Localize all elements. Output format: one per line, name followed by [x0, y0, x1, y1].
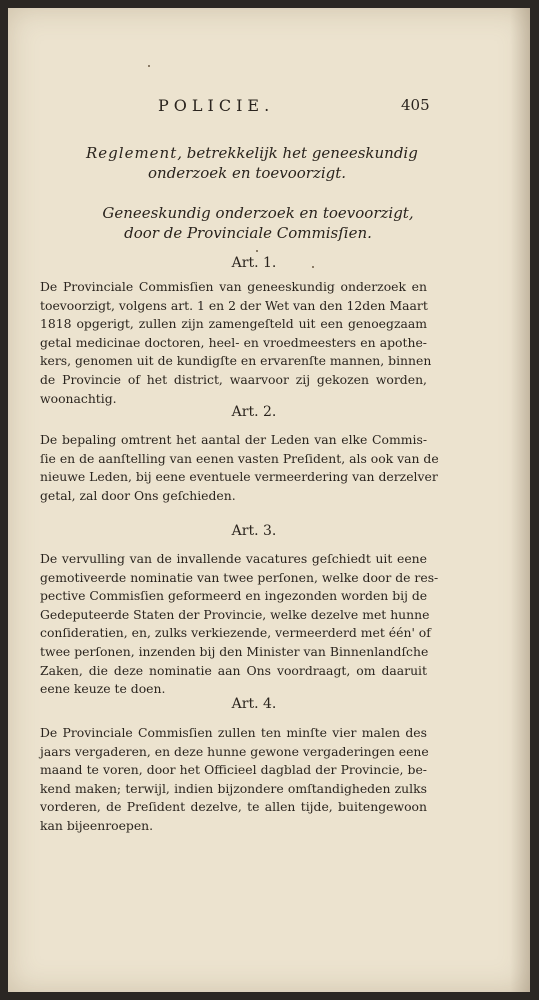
- article-line: getal, zal door Ons geſchieden.: [40, 487, 236, 503]
- article-line: De bepaling omtrent het aantal der Leden van elke Commis-: [40, 432, 427, 447]
- article-line: conſideratien, en, zulks verkiezende, vermeerderd met één' of: [40, 625, 431, 641]
- article-line: Gedeputeerde Staten der Provincie, welke dezelve met hunne: [40, 606, 430, 622]
- title-line-2: onderzoek en toevoorzigt.: [148, 164, 347, 182]
- article-line: gemotiveerde nominatie van twee perſonen, welke door de res-: [40, 569, 439, 585]
- article-line: 1818 opgerigt, zullen zijn zamengeſteld uit een genoegzaam: [40, 316, 427, 332]
- article-line: getal medicinae doctoren, heel- en vroedmeesters en apothe-: [40, 334, 427, 350]
- article-line: pective Commisſien geformeerd en ingezonden worden bij de: [40, 588, 428, 604]
- article-line: toevoorzigt, volgens art. 1 en 2 der Wet van den 12den Maart: [40, 297, 428, 313]
- article-4-heading: Art. 4.: [231, 696, 277, 712]
- paper-speck: [312, 266, 314, 268]
- article-line: de Provincie of het district, waarvoor zij gekozen worden,: [40, 371, 427, 387]
- document-title: [86, 143, 441, 183]
- article-line: Zaken, die deze nominatie aan Ons voordraagt, om daaruit: [40, 662, 427, 678]
- page-edge-shadow: [510, 8, 530, 992]
- article-1-heading: Art. 1.: [231, 255, 277, 271]
- page-number: 405: [401, 96, 430, 114]
- book-page: [8, 8, 530, 992]
- article-line: ſie en de aanſtelling van eenen vasten Preſident, als ook van de: [40, 450, 439, 466]
- title-line-1: [86, 143, 441, 163]
- article-3-body: [40, 550, 439, 699]
- article-line: eene keuze te doen.: [40, 681, 166, 697]
- article-1-body: [40, 278, 432, 408]
- article-3-heading: Art. 3.: [231, 523, 277, 539]
- article-2-body: [40, 431, 439, 505]
- subtitle-line-2: door de Provinciale Commisſien.: [124, 224, 372, 242]
- article-line: jaars vergaderen, en deze hunne gewone vergaderingen eene: [40, 743, 429, 759]
- article-line: De Provinciale Commisſien van geneeskundig onderzoek en: [40, 279, 427, 294]
- article-4-body: [40, 724, 427, 836]
- title-line-1-rest: , betrekkelijk het geneeskundig: [177, 144, 418, 162]
- article-line: kers, genomen uit de kundigſte en ervarenſte mannen, binnen: [40, 353, 432, 369]
- paper-speck: [148, 65, 150, 67]
- paper-speck: [256, 250, 258, 252]
- article-line: kan bijeenroepen.: [40, 817, 154, 833]
- article-line: nieuwe Leden, bij eene eventuele vermeerdering van derzelver: [40, 469, 438, 485]
- article-line: maand te voren, door het Officieel dagblad der Provincie, be-: [40, 762, 427, 778]
- article-line: vorderen, de Preſident dezelve, te allen tijde, buitengewoon: [40, 799, 427, 815]
- article-line: De vervulling van de invallende vacatures geſchiedt uit eene: [40, 551, 427, 566]
- subtitle-line-1: Geneeskundig onderzoek en toevoorzigt,: [102, 204, 414, 222]
- title-caps-word: Reglement: [86, 144, 178, 162]
- article-line: kend maken; terwijl, indien bijzondere omſtandigheden zulks: [40, 780, 427, 796]
- document-subtitle: [78, 203, 438, 243]
- article-line: twee perſonen, inzenden bij den Minister van Binnenlandſche: [40, 643, 429, 659]
- article-2-heading: Art. 2.: [231, 404, 277, 420]
- article-line: De Provinciale Commisſien zullen ten minſte vier malen des: [40, 725, 427, 740]
- running-title: POLICIE.: [158, 96, 275, 115]
- article-line: woonachtig.: [40, 390, 117, 406]
